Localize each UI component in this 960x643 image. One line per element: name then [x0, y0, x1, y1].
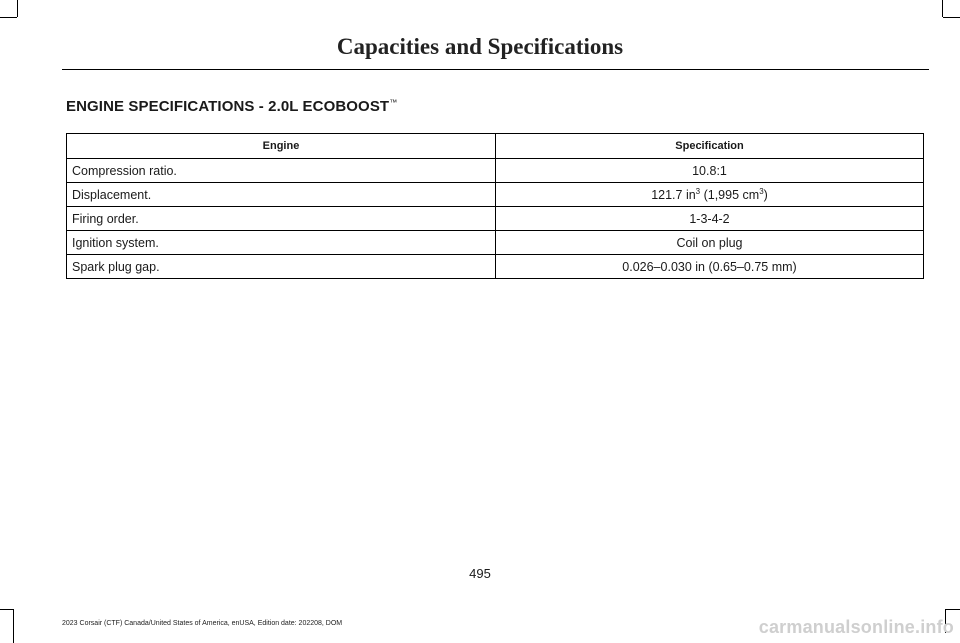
- row-value: 0.026–0.030 in (0.65–0.75 mm): [496, 255, 924, 279]
- page-number: 495: [469, 566, 491, 581]
- row-value: 1-3-4-2: [496, 207, 924, 231]
- superscript: 3: [759, 186, 764, 196]
- crop-mark-top-right-v: [942, 0, 943, 17]
- row-value: 10.8:1: [496, 159, 924, 183]
- table-row: [67, 231, 924, 255]
- crop-mark-bottom-left-h: [0, 609, 13, 610]
- row-parameter: Spark plug gap.: [67, 255, 496, 279]
- crop-mark-bottom-left-v: [13, 609, 14, 643]
- table-row: [67, 159, 924, 183]
- page-header-title: Capacities and Specifications: [336, 34, 624, 59]
- superscript: 3: [695, 186, 701, 196]
- value-part: ): [763, 187, 768, 202]
- section-title: [66, 98, 397, 115]
- column-header-engine: Engine: [67, 134, 496, 159]
- engine-spec-table: [66, 133, 924, 279]
- row-value: [496, 183, 924, 207]
- row-parameter: Ignition system.: [67, 231, 496, 255]
- header-rule: [62, 69, 929, 70]
- column-header-specification: Specification: [496, 134, 924, 159]
- row-value: Coil on plug: [496, 231, 924, 255]
- crop-mark-top-right-h: [943, 17, 960, 18]
- crop-mark-bottom-right-h: [945, 609, 960, 610]
- crop-mark-top-left-h: [0, 17, 17, 18]
- value-part: 121.7 in: [651, 187, 696, 202]
- row-parameter: Firing order.: [67, 207, 496, 231]
- table-row: [67, 255, 924, 279]
- table-row: [67, 207, 924, 231]
- table-row: [67, 183, 924, 207]
- section-title-text: ENGINE SPECIFICATIONS - 2.0L ECOBOOST: [66, 98, 390, 115]
- value-part: (1,995 cm: [700, 187, 760, 202]
- footer-edition-text: 2023 Corsair (CTF) Canada/United States of America, enUSA, Edition date: 202208, DOM: [62, 620, 343, 627]
- row-parameter: Displacement.: [67, 183, 496, 207]
- trademark-mark: ™: [389, 98, 398, 107]
- crop-mark-top-left-v: [17, 0, 18, 17]
- table-header-row: [67, 134, 924, 159]
- row-parameter: Compression ratio.: [67, 159, 496, 183]
- watermark: carmanualsonline.info: [758, 617, 954, 637]
